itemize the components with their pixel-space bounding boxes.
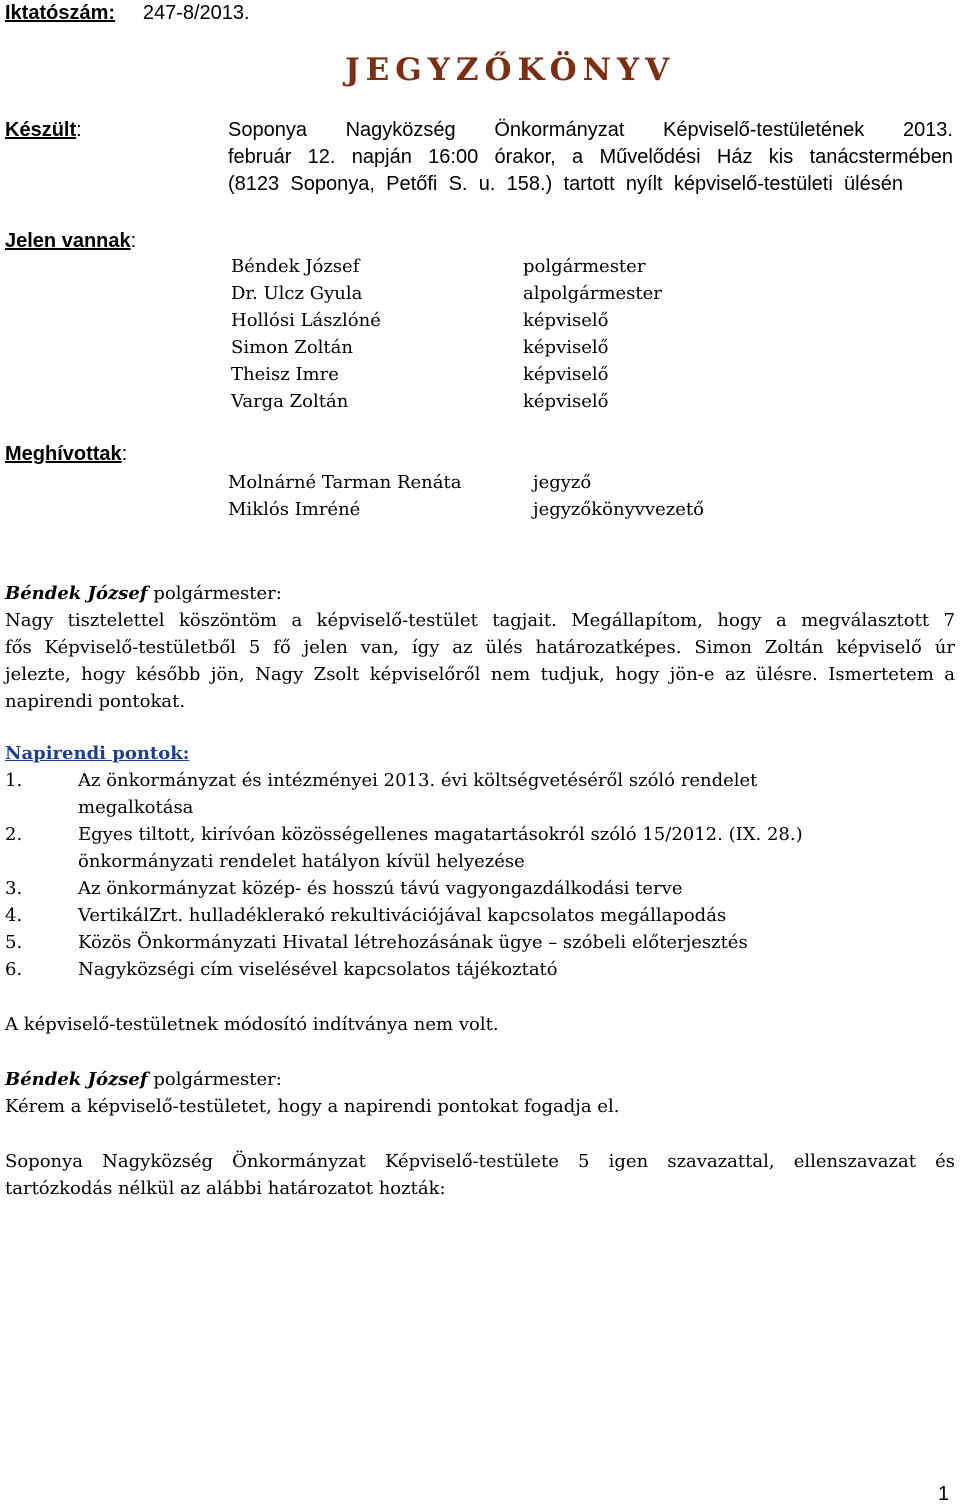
document-title: JEGYZŐKÖNYV bbox=[345, 52, 676, 88]
speaker-name: Béndek József bbox=[5, 583, 148, 604]
made-line-3: (8123 Soponya, Petőfi S. u. 158.) tartott nyílt képviselő-testületi ülésén bbox=[228, 173, 903, 195]
reference-number: 247-8/2013. bbox=[142, 2, 250, 24]
speech-line: Kérem a képviselő-testületet, hogy a napirendi pontokat fogadja el. bbox=[5, 1096, 620, 1117]
present-role: alpolgármester bbox=[523, 283, 662, 304]
present-role: képviselő bbox=[523, 310, 609, 331]
speaker-name: Béndek József bbox=[5, 1069, 148, 1090]
agenda-number: 6. bbox=[5, 959, 23, 980]
made-line-2: február 12. napján 16:00 órakor, a Művelődési Ház kis tanácstermében bbox=[228, 146, 953, 168]
present-label: Jelen vannak: bbox=[5, 230, 137, 252]
present-name: Béndek József bbox=[231, 256, 360, 277]
speaker-line bbox=[5, 1066, 282, 1093]
agenda-number: 3. bbox=[5, 878, 23, 899]
invited-name: Miklós Imréné bbox=[228, 499, 361, 520]
present-name: Simon Zoltán bbox=[231, 337, 353, 358]
invited-role: jegyzőkönyvvezető bbox=[533, 499, 704, 520]
vote-line: tartózkodás nélkül az alábbi határozatot hozták: bbox=[5, 1178, 446, 1199]
present-name: Dr. Ulcz Gyula bbox=[231, 283, 363, 304]
agenda-number: 5. bbox=[5, 932, 23, 953]
reference-label: Iktatószám: bbox=[5, 2, 116, 24]
speaker-line bbox=[5, 580, 282, 607]
present-name: Theisz Imre bbox=[231, 364, 339, 385]
agenda-item: Nagyközségi cím viselésével kapcsolatos tájékoztató bbox=[78, 959, 558, 980]
made-line-1: Soponya Nagyközség Önkormányzat Képviselő-testületének 2013. bbox=[228, 119, 953, 141]
speaker-title: polgármester: bbox=[153, 583, 282, 604]
speech-line: Nagy tisztelettel köszöntöm a képviselő-testület tagjait. Megállapítom, hogy a megválasztott 7 bbox=[5, 610, 955, 631]
invited-label: Meghívottak: bbox=[5, 443, 128, 465]
invited-role: jegyző bbox=[533, 472, 592, 493]
agenda-number: 4. bbox=[5, 905, 23, 926]
agenda-item: Az önkormányzat és intézményei 2013. évi költségvetéséről szóló rendelet bbox=[78, 770, 758, 791]
agenda-heading: Napirendi pontok: bbox=[5, 743, 190, 764]
agenda-item: Közös Önkormányzati Hivatal létrehozásának ügye – szóbeli előterjesztés bbox=[78, 932, 748, 953]
agenda-number: 2. bbox=[5, 824, 23, 845]
agenda-item-continued: önkormányzati rendelet hatályon kívül helyezése bbox=[78, 851, 525, 872]
present-name: Hollósi Lászlóné bbox=[231, 310, 381, 331]
made-label: Készült: bbox=[5, 119, 82, 141]
agenda-item: VertikálZrt. hulladéklerakó rekultivációjával kapcsolatos megállapodás bbox=[78, 905, 727, 926]
agenda-item: Az önkormányzat közép- és hosszú távú vagyongazdálkodási terve bbox=[78, 878, 683, 899]
page-number: 1 bbox=[938, 1483, 950, 1505]
no-amendment-note: A képviselő-testületnek módosító indítványa nem volt. bbox=[5, 1014, 499, 1035]
present-role: polgármester bbox=[523, 256, 646, 277]
present-role: képviselő bbox=[523, 337, 609, 358]
agenda-item: Egyes tiltott, kirívóan közösségellenes magatartásokról szóló 15/2012. (IX. 28.) bbox=[78, 824, 803, 845]
present-role: képviselő bbox=[523, 364, 609, 385]
agenda-number: 1. bbox=[5, 770, 23, 791]
reference-line bbox=[5, 0, 250, 27]
vote-line: Soponya Nagyközség Önkormányzat Képviselő-testülete 5 igen szavazattal, ellenszavazat és bbox=[5, 1151, 955, 1172]
invited-name: Molnárné Tarman Renáta bbox=[228, 472, 462, 493]
agenda-item-continued: megalkotása bbox=[78, 797, 194, 818]
present-name: Varga Zoltán bbox=[231, 391, 349, 412]
speech-line: jelezte, hogy később jön, Nagy Zsolt képviselőről nem tudjuk, hogy jön-e az ülésre. Ismertetem a bbox=[5, 664, 955, 685]
speaker-title: polgármester: bbox=[153, 1069, 282, 1090]
speech-line: napirendi pontokat. bbox=[5, 691, 186, 712]
speech-line: fős Képviselő-testületből 5 fő jelen van, így az ülés határozatképes. Simon Zoltán képviselő úr bbox=[5, 637, 955, 658]
present-role: képviselő bbox=[523, 391, 609, 412]
